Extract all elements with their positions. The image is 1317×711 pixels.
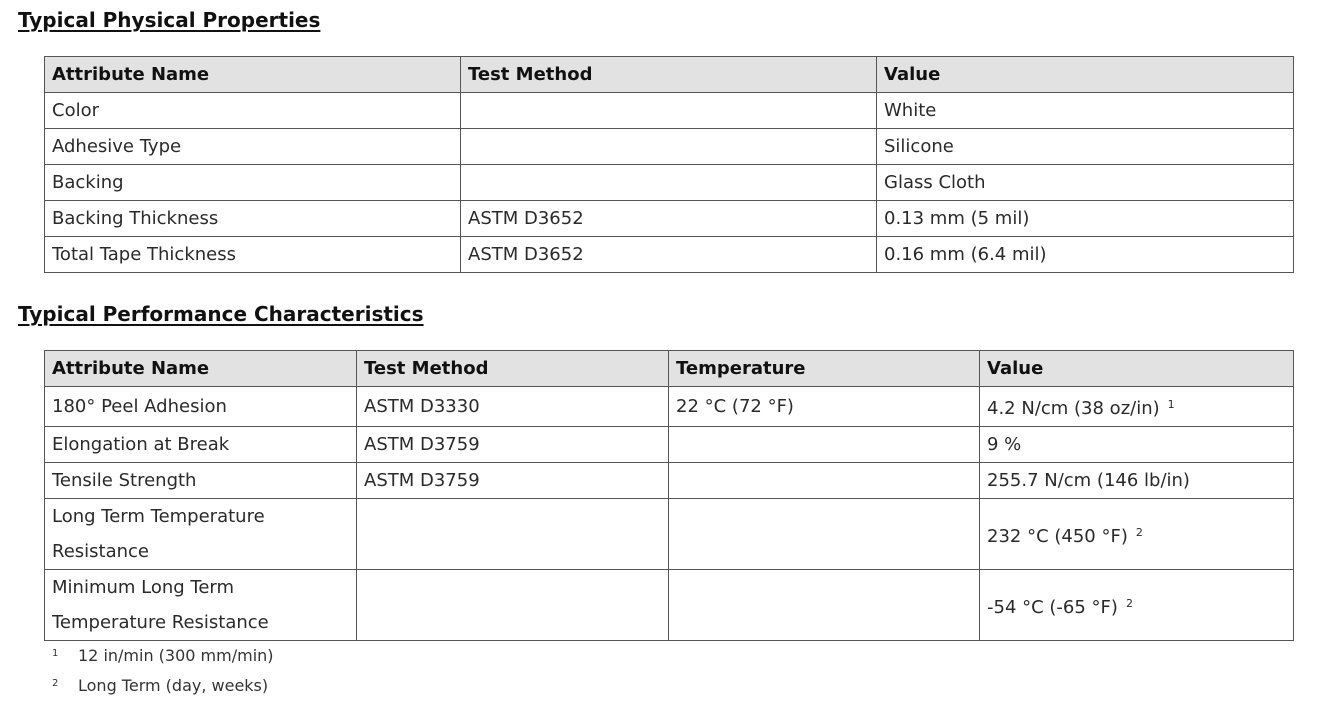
value-text: 4.2 N/cm (38 oz/in) — [987, 398, 1160, 419]
test-method-cell — [357, 499, 669, 570]
table-row — [45, 387, 1294, 427]
footnote — [52, 646, 274, 665]
footnote-marker: 1 — [1167, 398, 1175, 411]
value-cell — [980, 387, 1294, 427]
temperature-cell — [669, 570, 980, 641]
test-method-cell — [461, 129, 877, 165]
test-method-cell: ASTM D3759 — [357, 463, 669, 499]
performance-characteristics-table — [44, 350, 1294, 641]
column-header-temperature: Temperature — [669, 351, 980, 387]
value-cell: 255.7 N/cm (146 lb/in) — [980, 463, 1294, 499]
table-row — [45, 93, 1294, 129]
temperature-cell — [669, 499, 980, 570]
column-header-test-method: Test Method — [357, 351, 669, 387]
test-method-cell — [357, 570, 669, 641]
column-header-attribute-name: Attribute Name — [45, 57, 461, 93]
value-cell: 0.16 mm (6.4 mil) — [877, 237, 1294, 273]
value-text: -54 °C (-65 °F) — [987, 596, 1118, 618]
footnote-text: Long Term (day, weeks) — [78, 676, 269, 695]
physical-properties-table — [44, 56, 1294, 273]
table-row — [45, 499, 1294, 570]
table-row — [45, 463, 1294, 499]
table-row — [45, 165, 1294, 201]
attribute-name-cell: Backing — [45, 165, 461, 201]
value-text: 232 °C (450 °F) — [987, 525, 1128, 547]
value-cell: 0.13 mm (5 mil) — [877, 201, 1294, 237]
test-method-cell — [461, 165, 877, 201]
attribute-name-cell: Long Term Temperature Resistance — [45, 499, 357, 570]
footnote-mark: 2 — [52, 678, 59, 689]
attribute-name-cell: Color — [45, 93, 461, 129]
value-cell: Glass Cloth — [877, 165, 1294, 201]
attribute-name-cell: Adhesive Type — [45, 129, 461, 165]
table-row — [45, 129, 1294, 165]
footnote-marker: 2 — [1135, 525, 1143, 539]
attribute-name-cell: 180° Peel Adhesion — [45, 387, 357, 427]
test-method-cell — [461, 93, 877, 129]
value-cell: White — [877, 93, 1294, 129]
table-row — [45, 237, 1294, 273]
temperature-cell — [669, 427, 980, 463]
table-row — [45, 570, 1294, 641]
table-row — [45, 201, 1294, 237]
physical-properties-title: Typical Physical Properties — [18, 8, 321, 32]
table-row — [45, 427, 1294, 463]
value-cell — [980, 499, 1294, 570]
test-method-cell: ASTM D3759 — [357, 427, 669, 463]
footnote — [52, 676, 268, 695]
column-header-test-method: Test Method — [461, 57, 877, 93]
performance-characteristics-title: Typical Performance Characteristics — [18, 302, 424, 326]
test-method-cell: ASTM D3330 — [357, 387, 669, 427]
footnote-marker: 2 — [1125, 596, 1133, 610]
table-header-row — [45, 351, 1294, 387]
temperature-cell — [669, 463, 980, 499]
footnote-text: 12 in/min (300 mm/min) — [78, 646, 274, 665]
attribute-name-cell: Tensile Strength — [45, 463, 357, 499]
column-header-attribute-name: Attribute Name — [45, 351, 357, 387]
value-cell — [980, 570, 1294, 641]
column-header-value: Value — [877, 57, 1294, 93]
attribute-name-cell: Backing Thickness — [45, 201, 461, 237]
temperature-cell: 22 °C (72 °F) — [669, 387, 980, 427]
column-header-value: Value — [980, 351, 1294, 387]
table-header-row — [45, 57, 1294, 93]
test-method-cell: ASTM D3652 — [461, 237, 877, 273]
attribute-name-cell: Total Tape Thickness — [45, 237, 461, 273]
footnote-mark: 1 — [52, 648, 59, 659]
attribute-name-cell: Minimum Long Term Temperature Resistance — [45, 570, 357, 641]
value-cell: 9 % — [980, 427, 1294, 463]
value-cell: Silicone — [877, 129, 1294, 165]
test-method-cell: ASTM D3652 — [461, 201, 877, 237]
attribute-name-cell: Elongation at Break — [45, 427, 357, 463]
